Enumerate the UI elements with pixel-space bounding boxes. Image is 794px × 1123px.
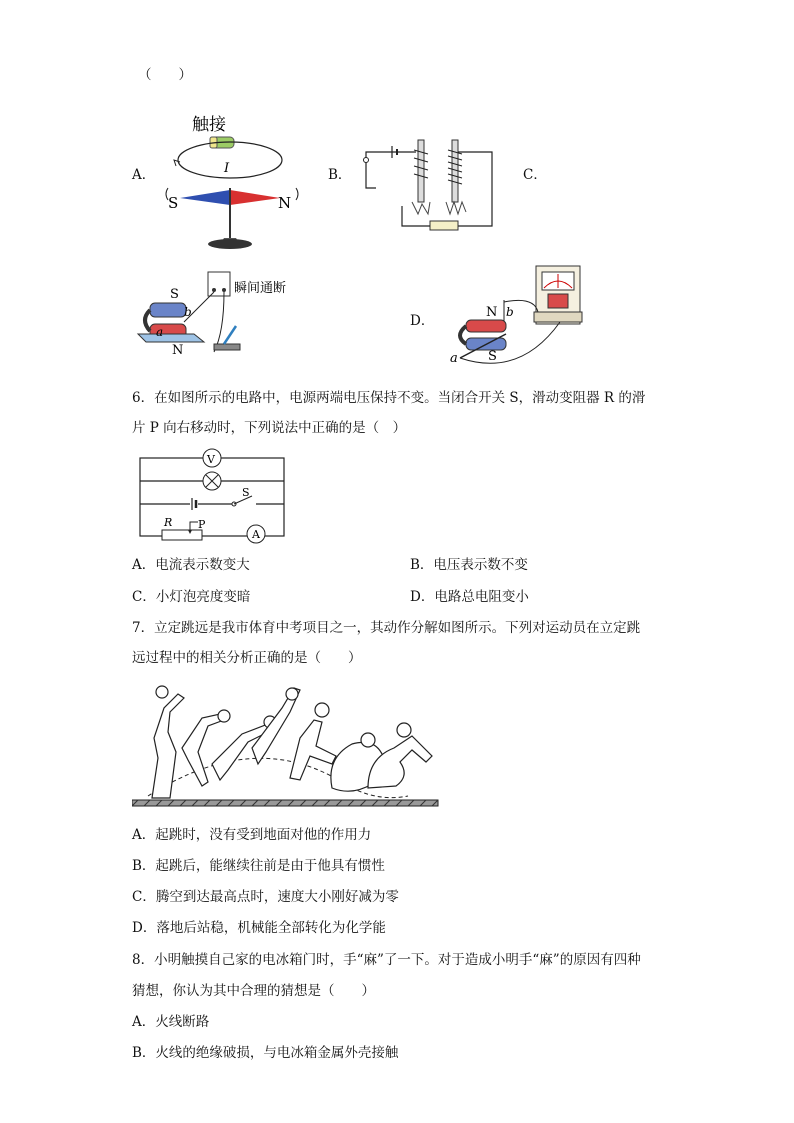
fig-a-needle-n [230, 190, 280, 205]
voltmeter-label: V [207, 453, 215, 466]
ammeter-label: A [252, 528, 260, 541]
q6-stem-line2: 片 P 向右移动时，下列说法中正确的是（ ） [132, 420, 407, 436]
fig-a-touch-label: 触接 [192, 115, 226, 135]
q5-option-d-label: D． [410, 313, 435, 329]
q8-option-b: B．火线的绝缘破损，与电冰箱金属外壳接触 [132, 1045, 399, 1061]
q5-figure-d [446, 262, 596, 370]
q7-option-a: A．起跳时，没有受到地面对他的作用力 [132, 827, 372, 843]
fig-b-resistor [430, 221, 458, 230]
q7-stem-line1: 7．立定跳远是我市体育中考项目之一，其动作分解如图所示。下列对运动员在立定跳 [132, 620, 641, 636]
q5-figure-a [150, 110, 310, 252]
switch-label: S [242, 486, 250, 499]
fig-d-a-label: a [450, 351, 458, 366]
q6-circuit-diagram [132, 446, 292, 546]
fig-a-stand [208, 239, 252, 249]
fig-c-switch-note: 瞬间通断 [234, 281, 287, 296]
q7-stem-line2: 远过程中的相关分析正确的是（ ） [132, 650, 362, 666]
fig-c-a-label: a [156, 325, 164, 339]
fig-c-s-pole: S [170, 287, 179, 302]
q5-figure-c [134, 268, 294, 368]
fig-b-core-left [418, 140, 424, 202]
fig-c-b-label: b [184, 305, 192, 319]
q8-stem-line2: 猜想，你认为其中合理的猜想是（ ） [132, 983, 375, 999]
athlete-silhouettes [152, 686, 432, 798]
rheostat-icon [162, 530, 202, 540]
fig-a-s-pole: S [168, 194, 179, 212]
fig-a-current-label: I [224, 161, 230, 176]
fig-a-n-pole: N [278, 194, 292, 212]
q6-option-a: A．电流表示数变大 [132, 557, 250, 573]
fig-c-n-pole: N [172, 343, 184, 358]
fig-d-b-label: b [506, 305, 514, 319]
q5-option-a-label: A． [132, 167, 156, 183]
q5-answer-bracket: （ ） [138, 67, 192, 83]
q7-option-b: B．起跳后，能继续往前是由于他具有惯性 [132, 858, 385, 874]
ground [132, 800, 438, 806]
fig-a-needle-s [180, 190, 230, 205]
fig-d-s-pole: S [488, 349, 497, 364]
rheostat-label: R [164, 516, 173, 529]
q7-option-c: C．腾空到达最高点时，速度大小刚好减为零 [132, 889, 399, 905]
q8-option-a: A．火线断路 [132, 1014, 210, 1030]
fig-d-n-pole: N [486, 305, 498, 320]
q5-figure-b [352, 136, 500, 232]
q7-long-jump-figure [132, 678, 442, 812]
q6-option-d: D．电路总电阻变小 [410, 589, 529, 605]
slider-label: P [198, 518, 206, 531]
q5-option-b-label: B． [328, 167, 352, 183]
q8-stem-line1: 8．小明触摸自己家的电冰箱门时，手“麻”了一下。对于造成小明手“麻”的原因有四种 [132, 952, 641, 968]
q6-option-b: B．电压表示数不变 [410, 557, 528, 573]
fig-c-meter-box [208, 272, 230, 296]
q6-option-c: C．小灯泡亮度变暗 [132, 589, 251, 605]
q5-option-c-label: C． [523, 167, 547, 183]
q6-stem-line1: 6．在如图所示的电路中，电源两端电压保持不变。当闭合开关 S，滑动变阻器 R 的滑 [132, 390, 646, 406]
q7-option-d: D．落地后站稳，机械能全部转化为化学能 [132, 920, 386, 936]
